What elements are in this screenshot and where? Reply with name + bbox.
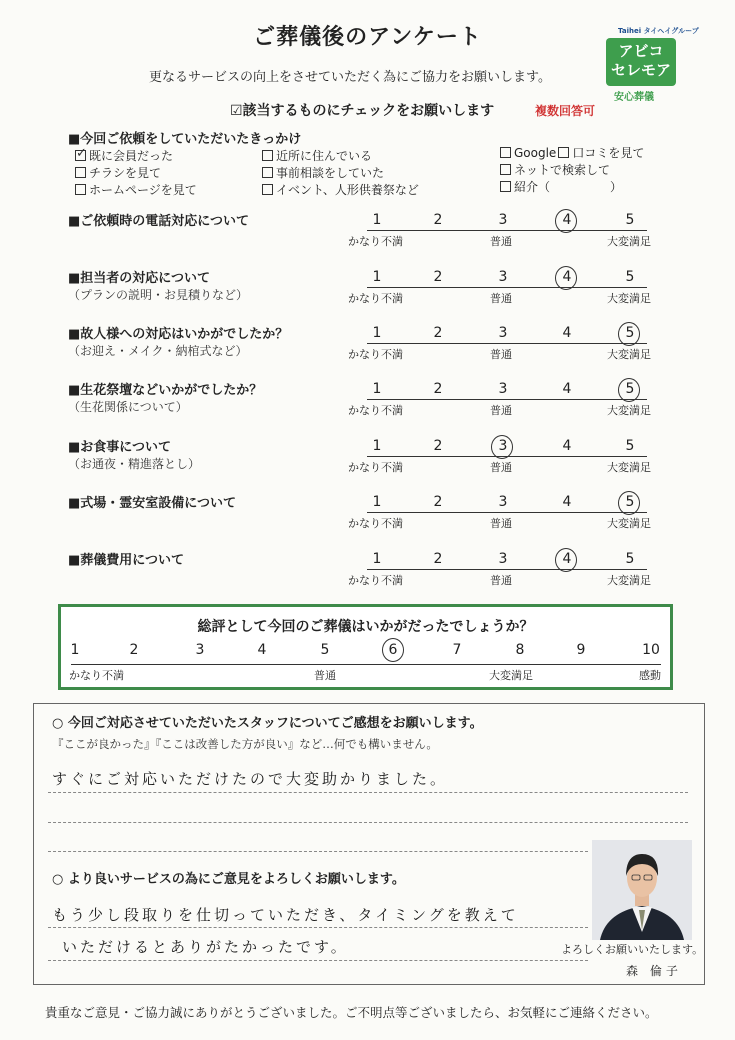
reason-option[interactable]: ネットで検索して: [500, 162, 644, 179]
selected-circle-mark: [618, 322, 640, 346]
answer-line: [48, 851, 588, 852]
overall-scale-line: [71, 664, 661, 665]
scale-label-mid: 普通: [490, 574, 512, 587]
rating-scale: [345, 214, 665, 254]
rating-scale: [345, 271, 665, 311]
reason-option[interactable]: 近所に住んでいる: [262, 148, 419, 165]
reason-option[interactable]: チラシを見て: [75, 165, 197, 182]
reason-option[interactable]: ✓ 既に会員だった: [76, 146, 174, 163]
scale-label-mid: 普通: [490, 517, 512, 530]
overall-option-10[interactable]: 10: [642, 642, 660, 658]
overall-label-top: 感動: [639, 669, 661, 682]
scale-line: [367, 343, 647, 344]
scale-line: [367, 230, 647, 231]
overall-option-5[interactable]: 5: [320, 642, 330, 658]
scale-option-2[interactable]: 2: [433, 551, 443, 567]
scale-option-1[interactable]: 1: [372, 381, 382, 397]
reason-option[interactable]: ホームページを見て: [75, 182, 197, 199]
scale-option-4[interactable]: 4: [562, 269, 572, 285]
overall-question: 総評として今回のご葬儀はいかがだったでしょうか？: [197, 619, 534, 635]
overall-label-low: かなり不満: [69, 669, 124, 682]
scale-option-1[interactable]: 1: [372, 325, 382, 341]
scale-label-high: 大変満足: [607, 574, 651, 587]
scale-option-5[interactable]: 5: [625, 494, 635, 510]
scale-label-high: 大変満足: [607, 235, 651, 248]
scale-option-2[interactable]: 2: [433, 325, 443, 341]
answer-line: [48, 822, 688, 823]
service-question: ○ より良いサービスの為にご意見をよろしくお願いします。: [52, 872, 405, 887]
overall-option-1[interactable]: 1: [70, 642, 80, 658]
scale-label-low: かなり不満: [348, 574, 403, 587]
selected-circle-mark: [618, 378, 640, 402]
scale-option-4[interactable]: 4: [562, 438, 572, 454]
selected-circle-mark: [555, 266, 577, 290]
checkbox-icon[interactable]: [75, 184, 86, 195]
overall-selected-circle-mark: [382, 638, 404, 662]
overall-option-3[interactable]: 3: [195, 642, 205, 658]
rating-scale: [345, 496, 665, 536]
scale-option-5[interactable]: 5: [625, 438, 635, 454]
rating-scale: [345, 553, 665, 593]
scale-option-4[interactable]: 4: [562, 551, 572, 567]
scale-label-low: かなり不満: [348, 235, 403, 248]
scale-option-2[interactable]: 2: [433, 381, 443, 397]
rating-scale: [345, 327, 665, 367]
company-logo: [606, 38, 676, 86]
scale-label-low: かなり不満: [348, 292, 403, 305]
staff-answer[interactable]: すぐにご対応いただけたので大変助かりました。: [52, 770, 449, 788]
service-answer-line1[interactable]: もう少し段取りを仕切っていただき、タイミングを教えて: [52, 906, 519, 924]
selected-circle-mark: [555, 548, 577, 572]
overall-option-8[interactable]: 8: [515, 642, 525, 658]
rating-scale: [345, 383, 665, 423]
reason-option[interactable]: Google 口コミを見て: [500, 145, 644, 162]
staff-name: 森 倫子: [626, 964, 682, 978]
scale-option-2[interactable]: 2: [433, 212, 443, 228]
scale-option-1[interactable]: 1: [372, 212, 382, 228]
answer-line: [48, 927, 588, 928]
group-name: Taihei タイヘイグループ: [618, 27, 699, 35]
selected-circle-mark: [555, 209, 577, 233]
rating-question-heading: ■故人様への対応はいかがでしたか？: [68, 327, 289, 342]
rating-question-heading: ■お食事について: [68, 440, 172, 455]
scale-label-high: 大変満足: [607, 348, 651, 361]
rating-question-heading: ■式場・霊安室設備について: [68, 496, 237, 511]
scale-option-2[interactable]: 2: [433, 494, 443, 510]
rating-question-heading: ■担当者の対応について: [68, 271, 211, 286]
overall-option-9[interactable]: 9: [576, 642, 586, 658]
reason-col3: [500, 145, 644, 196]
logo-line1: アビコ: [618, 42, 664, 60]
staff-portrait-icon: [592, 840, 692, 940]
scale-option-3[interactable]: 3: [498, 494, 508, 510]
scale-label-high: 大変満足: [607, 404, 651, 417]
staff-question: ○ 今回ご対応させていただいたスタッフについてご感想をお願いします。: [52, 716, 483, 731]
reason-option[interactable]: イベント、人形供養祭など: [262, 182, 419, 199]
footer-thanks: 貴重なご意見・ご協力誠にありがとうございました。ご不明点等ございましたら、お気軽にご連絡ください。: [45, 1005, 658, 1020]
logo-tagline: 安心葬儀: [614, 92, 654, 103]
scale-option-3[interactable]: 3: [498, 381, 508, 397]
overall-label-high: 大変満足: [489, 669, 533, 682]
scale-label-mid: 普通: [490, 461, 512, 474]
reason-option[interactable]: 事前相談をしていた: [262, 165, 419, 182]
scale-option-5[interactable]: 5: [625, 325, 635, 341]
overall-option-7[interactable]: 7: [452, 642, 462, 658]
scale-option-3[interactable]: 3: [498, 551, 508, 567]
scale-line: [367, 399, 647, 400]
rating-question-subtext: （生花関係について）: [68, 400, 188, 414]
scale-line: [367, 512, 647, 513]
staff-photo: [592, 840, 692, 940]
reason-option[interactable]: 紹介（ ）: [500, 179, 644, 196]
scale-option-4[interactable]: 4: [562, 494, 572, 510]
scale-label-mid: 普通: [490, 404, 512, 417]
scale-option-5[interactable]: 5: [625, 212, 635, 228]
scale-option-5[interactable]: 5: [625, 269, 635, 285]
overall-option-6[interactable]: 6: [388, 642, 398, 658]
scale-label-mid: 普通: [490, 348, 512, 361]
staff-message: よろしくお願いいたします。: [561, 943, 704, 956]
scale-option-3[interactable]: 3: [498, 438, 508, 454]
check-instruction: ☑該当するものにチェックをお願いします: [230, 103, 495, 119]
checked-box-icon[interactable]: ✓: [76, 146, 87, 161]
scale-option-4[interactable]: 4: [562, 325, 572, 341]
checkbox-icon[interactable]: [500, 181, 511, 192]
scale-label-low: かなり不満: [348, 517, 403, 530]
service-answer-line2[interactable]: いただけるとありがたかったです。: [62, 938, 349, 956]
checkbox-icon[interactable]: [262, 167, 273, 178]
overall-option-2[interactable]: 2: [129, 642, 139, 658]
scale-option-3[interactable]: 3: [498, 269, 508, 285]
scale-option-4[interactable]: 4: [562, 212, 572, 228]
checkbox-icon[interactable]: [262, 184, 273, 195]
scale-label-low: かなり不満: [348, 348, 403, 361]
answer-line: [48, 792, 688, 793]
scale-option-3[interactable]: 3: [498, 212, 508, 228]
scale-label-low: かなり不満: [348, 404, 403, 417]
scale-option-5[interactable]: 5: [625, 551, 635, 567]
reason-col1: [75, 148, 197, 199]
scale-label-mid: 普通: [490, 292, 512, 305]
rating-question-heading: ■葬儀費用について: [68, 553, 185, 568]
staff-question-hint: 『ここが良かった』『ここは改善した方が良い』など…何でも構いません。: [52, 737, 438, 751]
checkbox-icon[interactable]: [558, 147, 569, 158]
reason-heading: ■今回ご依頼をしていただいたきっかけ: [68, 132, 302, 147]
scale-option-1[interactable]: 1: [372, 438, 382, 454]
overall-rating-box: [58, 604, 673, 690]
scale-option-2[interactable]: 2: [433, 269, 443, 285]
scale-option-1[interactable]: 1: [372, 494, 382, 510]
rating-question-subtext: （お通夜・精進落とし）: [68, 457, 201, 471]
answer-line: [48, 960, 588, 961]
scale-label-high: 大変満足: [607, 461, 651, 474]
survey-title: ご葬儀後のアンケート: [253, 25, 482, 50]
rating-question-subtext: （お迎え・メイク・納棺式など）: [68, 344, 248, 358]
scale-line: [367, 287, 647, 288]
selected-circle-mark: [618, 491, 640, 515]
scale-label-mid: 普通: [490, 235, 512, 248]
overall-option-4[interactable]: 4: [257, 642, 267, 658]
scale-option-1[interactable]: 1: [372, 269, 382, 285]
scale-option-1[interactable]: 1: [372, 551, 382, 567]
rating-scale: [345, 440, 665, 480]
reason-col2: [262, 148, 419, 199]
survey-subtitle: 更なるサービスの向上をさせていただく為にご協力をお願いします。: [149, 70, 551, 85]
selected-circle-mark: [491, 435, 513, 459]
scale-option-3[interactable]: 3: [498, 325, 508, 341]
rating-question-subtext: （プランの説明・お見積りなど）: [68, 288, 249, 302]
multiple-answers-note: 複数回答可: [535, 104, 596, 118]
logo-line2: セレモア: [610, 61, 671, 79]
rating-question-heading: ■ご依頼時の電話対応について: [68, 214, 250, 229]
scale-label-high: 大変満足: [607, 517, 651, 530]
rating-question-heading: ■生花祭壇などいかがでしたか？: [68, 383, 263, 398]
scale-option-4[interactable]: 4: [562, 381, 572, 397]
scale-option-2[interactable]: 2: [433, 438, 443, 454]
scale-line: [367, 569, 647, 570]
checkbox-icon[interactable]: [75, 167, 86, 178]
scale-option-5[interactable]: 5: [625, 381, 635, 397]
scale-label-high: 大変満足: [607, 292, 651, 305]
scale-label-low: かなり不満: [348, 461, 403, 474]
checkbox-icon[interactable]: [262, 150, 273, 161]
checkbox-icon[interactable]: [500, 164, 511, 175]
checkbox-icon[interactable]: [500, 147, 511, 158]
overall-label-mid: 普通: [314, 669, 336, 682]
